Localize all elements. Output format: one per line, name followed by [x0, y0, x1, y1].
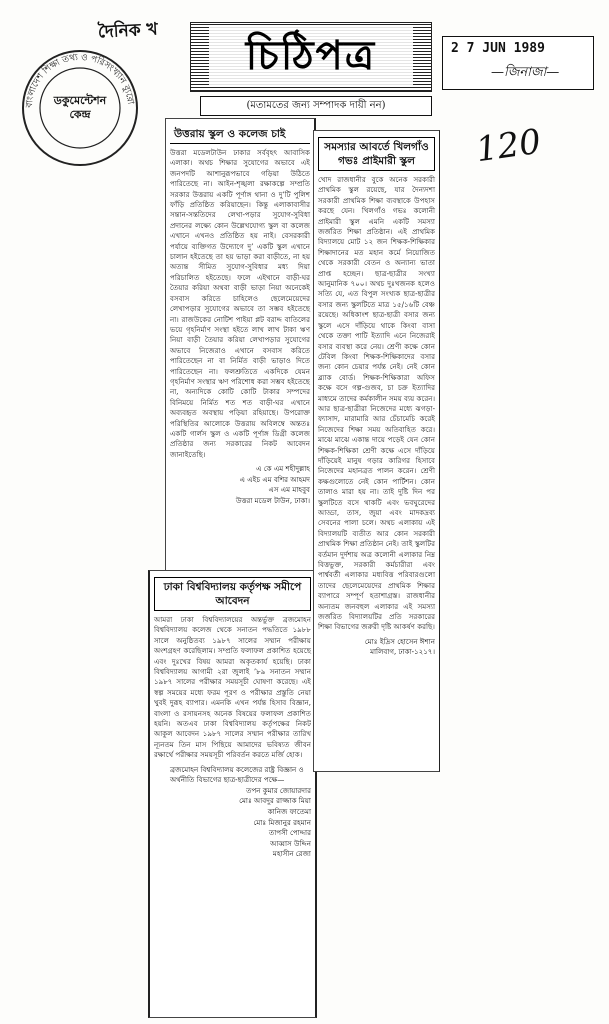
letter-headline: উত্তরায় স্কুল ও কলেজ চাই: [170, 125, 310, 144]
signature-line: কানিজ ফাতেমা: [267, 807, 311, 817]
letter-body: উত্তরা মডেলটাউন ঢাকার সর্ববৃহৎ আবাসিক এলাকা। অথচ শিক্ষার সুযোগের অভাবে এই জনপদটি আশানুরূপভাবে গড়িয়া উঠিতে পারিতেছে না। আইন-শৃঙ্খলা রক্ষাকল্পে সম্প্রতি সরকার উত্তরায় একটি পূর্ণাঙ্গ থানা ও দু’টি পুলিশ ফাঁড়ি প্রতিষ্ঠিত করিয়াছেন। কিন্তু এলাকাবাসীর সন্তান-সন্ততিদের লেখা-পড়ার সুযোগ-সুবিধা প্রদানের লক্ষ্যে কোন উল্লেখযোগ্য স্কুল বা কলেজ এখানে এখনও প্রতিষ্ঠিত হয় নাই। বেসরকারী পর্যায়ে ব্যক্তিগত উদ্যোগে দু’ একটি স্কুল এখানে চালান হইতেছে তা হয় ভাড়া করা বাড়ীতে, না হয় অত্যন্ত সীমিত সুযোগ-সুবিধার মধ্য দিয়া পরিচালিত হইতেছে। ফলে এইখানে বাড়ী-ঘর তৈয়ার করিয়া অথবা বাড়ী ভাড়া নিয়া অনেকেই বসবাস করিতে চাহিলেও ছেলেমেয়েদের লেখাপড়ার সুযোগের অভাবে তা সম্ভব হইতেছে না। রাজউকের নোটিশ পাইয়া প্লট বরাদ্দ বাতিলের ভয়ে গৃহনির্মাণ সংস্থা হইতে লাখ লাখ টাকা ঋণ নিয়া বাড়ী তৈয়ার করিয়া লেখাপড়ার সুযোগের অভাবে নিজেরাও এখানে বসবাস করিতে পারিতেছেন না বা নির্মিত বাড়ী ভাড়াও দিতে পারিতেছেন না। ফলশ্রুতিতে একদিকে যেমন গৃহনির্মাণ সংস্থার ঋণ পরিশোধ করা সম্ভব হইতেছে না, অন্যদিকে কোটি কোটি টাকার সম্পদের বিনিময়ে নির্মিত শত শত বাড়ী-ঘর এখানে অব্যবহৃত অবস্থায় পড়িয়া রহিয়াছে। উপরোক্ত পরিস্থিতির আলোকে উত্তরায় অবিলম্বে অন্ততঃ একটি গার্লস স্কুল ও একটি পূর্ণাঙ্গ ডিগ্রী কলেজ প্রতিষ্ঠার জন্য সরকারের নিকট আবেদন জানাইতেছি।: [170, 148, 310, 459]
letter-dhaka-university: [148, 570, 317, 1018]
letter-signature: [186, 464, 310, 506]
newspaper-name: দৈনিক খ: [97, 19, 159, 43]
letter-signature: [334, 637, 435, 658]
stamp-center-line2: কেন্দ্র: [69, 108, 91, 121]
signature-line: এ এইচ এম বশির আহমদ: [239, 474, 310, 484]
signature-line: তাপসী পোদ্দার: [268, 828, 311, 838]
signature-line: আব্বাস উদ্দিন: [270, 838, 311, 848]
section-masthead: [190, 22, 432, 92]
stamp-center-line1: ডকুমেন্টেশন: [53, 94, 107, 107]
letter-headline: সমস্যার আবর্তে খিলগাঁও গভঃ প্রাইমারী স্কুল: [318, 137, 435, 171]
editor-disclaimer: (মতামতের জন্য সম্পাদক দায়ী নন): [200, 96, 432, 116]
letter-body: খোদ রাজধানীর বুকে অনেক সরকারী প্রাথমিক স্কুল রয়েছে, যার দৈন্যদশা সরকারী প্রাথমিক শিক্ষা ব্যবস্থাকে উপহাস করছে যেন। খিলগাঁও গভঃ কলোনী প্রাইমারী স্কুল এমনি একটি সমস্যা জর্জরিত শিক্ষা প্রতিষ্ঠান। এই প্রাথমিক বিদ্যালয়ে মোট ১২ জন শিক্ষক-শিক্ষিকার শিক্ষাদানের মত মহান কর্মে নিয়োজিত থেকে সরকারী বেতন ও অন্যান্য ভাতা প্রাপ্ত হচ্ছেন। ছাত্র-ছাত্রীর সংখ্যা আনুমানিক ৭০০। অথচ দুঃখজনক হলেও সত্যি যে, এত বিপুল সংখ্যক ছাত্র-ছাত্রীর বসার জন্য স্কুলটিতে মাত্র ১৫/১৬টি বেঞ্চ রয়েছে। অধিকাংশ ছাত্র-ছাত্রী বসার জন্য স্কুলে এসে দাঁড়িয়ে থাকে কিংবা বাসা থেকে তক্তা পাটি ইত্যাদি এনে নিজেরাই বসার ব্যবস্থা করে নেয়। শ্রেণী কক্ষে কোন টেবিল কিংবা শিক্ষক-শিক্ষিকাদের বসার জন্য কোন চেয়ার পর্যন্ত নেই। নেই কোন ব্ল্যাক বোর্ড। শিক্ষক-শিক্ষিকারা অফিস কক্ষে বসে গল্প-গুজব, চা চক্র ইত্যাদির মাধ্যমে তাদের কর্মকালীন সময় ব্যয় করেন। আর ছাত্র-ছাত্রীরা নিজেদের মধ্যে ঝগড়া-ফ্যাসাদ, মারামারি আর চেঁচামেচি করেই নিজেদের শিক্ষা সময় অতিবাহিত করে। মাঝে মাঝে একান্ত দায়ে পড়েই যেন কোন শিক্ষক-শিক্ষিকা শ্রেণী কক্ষে এসে দাঁড়িয়ে দাঁড়িয়েই মানুষ গড়ার কারিগর হিসাবে নিজেদের মহানব্রত পালন করেন। শ্রেণী কক্ষগুলোতে নেই কোন পার্টিশন। কোন তালাও মারা হয় না। তাই দুষ্টি দিন পর স্কুলটিতে বসে থাকটি এবং ভবঘুরেদের আড্ডা, তাস, জুয়া এবং মাদকদ্রব্য সেবনের পালা চলে। অথচ এলাকায় এই বিদ্যালয়টি ব্যতীত আর কোন সরকারী প্রাথমিক শিক্ষা প্রতিষ্ঠান নেই। তাই স্কুলটির বর্তমান দুর্দশায় অত্র কলোনী এলাকার নিম্ন বিত্তভুক্ত, সরকারী কর্মচারীরা এবং পার্শ্ববর্তী এলাকার মধ্যবিত্ত পরিবারগুলো তাদের ছেলেমেয়েদের প্রাথমিক শিক্ষার ব্যাপারে সম্পূর্ণ হতাশাগ্রস্ত। রাজধানীর অন্যতম জনবহুল এলাকার এই সমস্যা জর্জরিত বিদ্যালয়টির প্রতি সরকারের শিক্ষা বিভাগের জরুরী দৃষ্টি আকর্ষণ করছি।: [318, 175, 435, 632]
clipping-date-box: [442, 36, 594, 90]
clipping-date: 2 7 JUN 1989: [451, 41, 545, 56]
handwritten-page-number: 120: [473, 121, 544, 171]
signature-line: তপন কুমার জোয়ারদার: [246, 785, 311, 795]
signature-line: মোঃ মিজানুর রহমান: [253, 817, 311, 827]
signature-line: ব্রজমোহন বিশ্ববিদ্যালয় কলেজের রাষ্ট্র বিজ্ঞান ও অর্থনীতি বিভাগের ছাত্র-ছাত্রীদের পক্ষে—: [170, 764, 304, 785]
date-handwritten-note: —জিনাজা—: [491, 65, 560, 80]
signature-line: উত্তরা মডেল টাউন, ঢাকা।: [235, 495, 310, 505]
letter-khilgaon-school: [313, 130, 440, 772]
letter-body: আমরা ঢাকা বিশ্ববিদ্যালয়ের অন্তর্ভুক্ত ব্রজমোহন বিশ্ববিদ্যালয় কলেজ থেকে সনাতন পদ্ধতিতে ১৯৮৮ সালে অনুষ্ঠিতব্য ১৯৮৭ সালের সম্মান পরীক্ষায় অংশগ্রহণ করেছিলাম। সম্প্রতি ফলাফল প্রকাশিত হয়েছে এবং দুঃখের বিষয় আমরা অকৃতকার্য হয়েছি। ঢাকা বিশ্ববিদ্যালয় আগামী ২রা জুলাই ’৮৯ সনাতন সম্মান ১৯৮৭ সালের পরীক্ষার সময়সূচী ঘোষণা করেছে। এই স্বল্প সময়ের মধ্যে ফরম পূরণ ও পরীক্ষার প্রস্তুতি নেয়া খুবই দুরূহ ব্যাপার। এমনকি এখন পর্যন্ত হিসাব বিজ্ঞান, বাংলা ও রসায়নসহ অনেক বিষয়ের ফলাফল প্রকাশিত হয়নি। অতএব ঢাকা বিশ্ববিদ্যালয় কর্তৃপক্ষের নিকট আকুল আবেদন ১৯৮৭ সালের সম্মান পরীক্ষার তারিখ ন্যূনতম তিন মাস পিছিয়ে আমাদের ভবিষ্যত জীবন রক্ষার্থে পরীক্ষার সময়সূচী পরিবর্তন করতে মর্জি হোক।: [154, 615, 311, 760]
signature-line: মহাসীন রেজা: [272, 849, 311, 859]
stamp-ring-text: বাংলাদেশ শিক্ষা তথ্য ও পরিসংখ্যান ব্যুরো: [24, 52, 136, 109]
signature-line: মোঃ আবদুর রাজ্জাক মিয়া: [239, 796, 311, 806]
section-title: চিঠিপত্র: [209, 27, 413, 85]
signature-line: মালিবাগ, ঢাকা-১২১৭।: [370, 647, 435, 657]
documentation-stamp: [20, 48, 140, 168]
letter-signature: [170, 765, 311, 860]
signature-line: এ কে এম শহীদুল্লাহ: [256, 464, 310, 474]
signature-line: এস এম মাহবুব: [268, 485, 310, 495]
signature-line: মোঃ ইদ্রিস হোসেন ঈশান: [364, 636, 435, 646]
stamp-center-text: [20, 94, 140, 122]
letter-headline: ঢাকা বিশ্ববিদ্যালয় কর্তৃপক্ষ সমীপে আবেদন: [154, 577, 311, 611]
